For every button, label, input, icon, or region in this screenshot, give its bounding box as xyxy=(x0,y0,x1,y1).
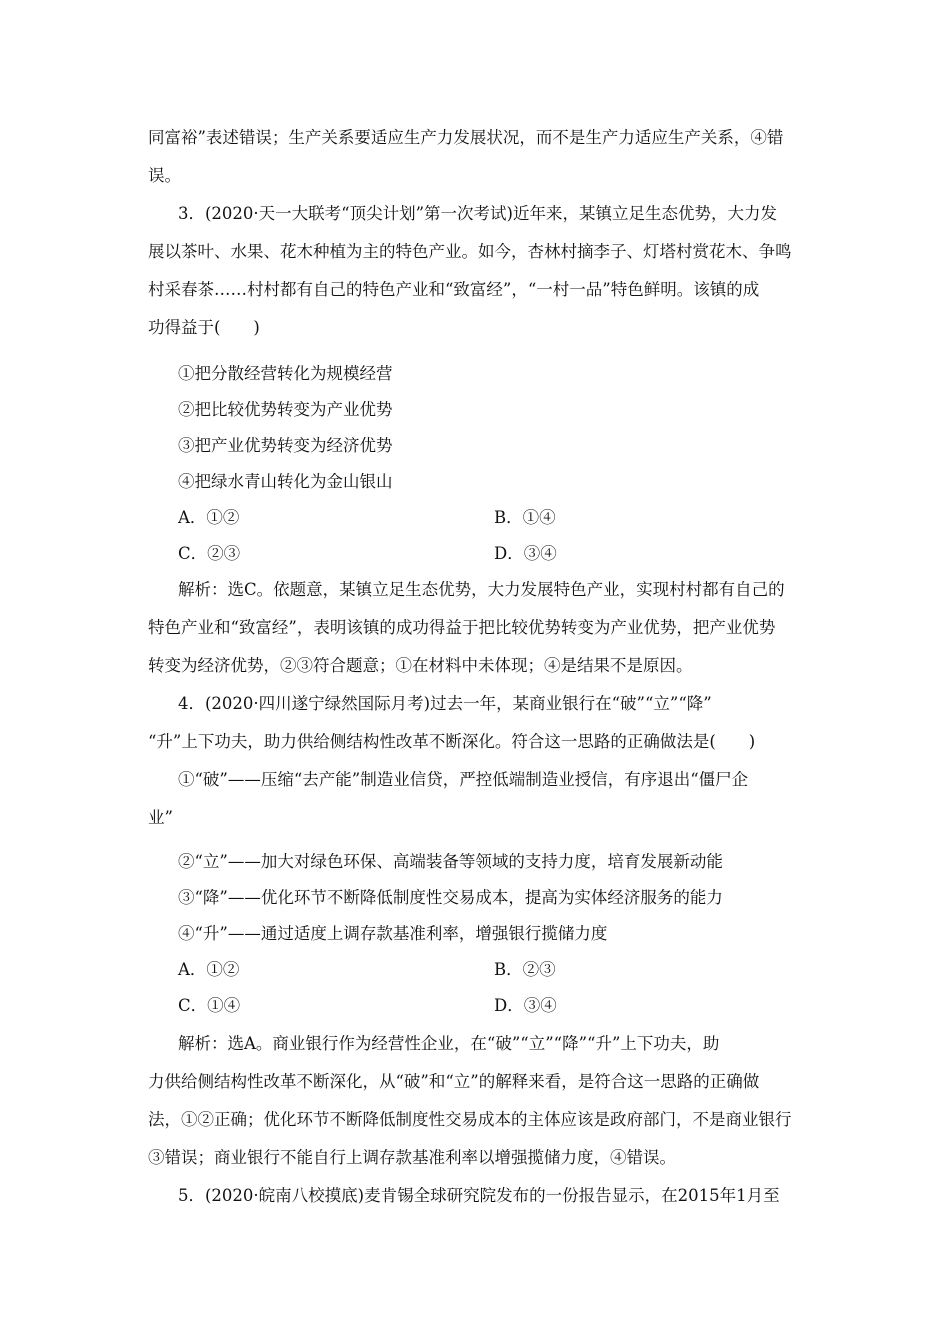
question-4-item: 业” xyxy=(148,808,173,827)
question-5-stem: 5．(2020·皖南八校摸底)麦肯锡全球研究院发布的一份报告显示，在2015年1月至 xyxy=(178,1186,780,1205)
question-3-stem: 展以茶叶、水果、花木种植为主的特色产业。如今，杏林村摘李子、灯塔村赏花木、争鸣 xyxy=(148,242,792,261)
question-3-analysis: 解析：选C。依题意，某镇立足生态优势，大力发展特色产业，实现村村都有自己的 xyxy=(178,580,785,599)
question-3-analysis: 转变为经济优势，②③符合题意；①在材料中未体现；④是结果不是原因。 xyxy=(148,656,693,675)
question-3-option-a: A．①② xyxy=(178,508,240,527)
question-4-item: ④“升”——通过适度上调存款基准利率，增强银行揽储力度 xyxy=(178,924,608,943)
question-3-item: ③把产业优势转变为经济优势 xyxy=(178,436,393,455)
question-3-stem: 功得益于( ) xyxy=(148,318,260,337)
question-3-analysis: 特色产业和“致富经”，表明该镇的成功得益于把比较优势转变为产业优势，把产业优势 xyxy=(148,618,776,637)
question-3-stem: 3．(2020·天一大联考“顶尖计划”第一次考试)近年来，某镇立足生态优势，大力发 xyxy=(178,204,777,223)
question-4-analysis: 解析：选A。商业银行作为经营性企业，在“破”“立”“降”“升”上下功夫，助 xyxy=(178,1034,720,1053)
question-4-analysis: 法，①②正确；优化环节不断降低制度性交易成本的主体应该是政府部门，不是商业银行 xyxy=(148,1110,792,1129)
question-4-item: ③“降”——优化环节不断降低制度性交易成本，提高为实体经济服务的能力 xyxy=(178,888,723,907)
question-3-option-c: C．②③ xyxy=(178,544,241,563)
text-line: 同富裕”表述错误；生产关系要适应生产力发展状况，而不是生产力适应生产关系，④错 xyxy=(148,128,784,147)
question-4-analysis: ③错误；商业银行不能自行上调存款基准利率以增强揽储力度，④错误。 xyxy=(148,1148,676,1167)
question-3-item: ①把分散经营转化为规模经营 xyxy=(178,364,393,383)
question-4-option-c: C．①④ xyxy=(178,996,241,1015)
question-4-item: ①“破”——压缩“去产能”制造业信贷，严控低端制造业授信，有序退出“僵尸企 xyxy=(178,770,749,789)
question-4-stem: 4．(2020·四川遂宁绿然国际月考)过去一年，某商业银行在“破”“立”“降” xyxy=(178,694,712,713)
question-4-analysis: 力供给侧结构性改革不断深化，从“破”和“立”的解释来看，是符合这一思路的正确做 xyxy=(148,1072,760,1091)
question-3-stem: 村采春茶……村村都有自己的特色产业和“致富经”，“一村一品”特色鲜明。该镇的成 xyxy=(148,280,760,299)
question-4-item: ②“立”——加大对绿色环保、高端装备等领域的支持力度，培育发展新动能 xyxy=(178,852,723,871)
question-4-stem: “升”上下功夫，助力供给侧结构性改革不断深化。符合这一思路的正确做法是( ) xyxy=(148,732,756,751)
question-3-item: ④把绿水青山转化为金山银山 xyxy=(178,472,393,491)
question-3-option-d: D．③④ xyxy=(494,544,557,563)
question-3-option-b: B．①④ xyxy=(494,508,556,527)
text-line: 误。 xyxy=(148,166,181,185)
question-3-item: ②把比较优势转变为产业优势 xyxy=(178,400,393,419)
question-4-option-d: D．③④ xyxy=(494,996,557,1015)
question-4-option-a: A．①② xyxy=(178,960,240,979)
question-4-option-b: B．②③ xyxy=(494,960,556,979)
